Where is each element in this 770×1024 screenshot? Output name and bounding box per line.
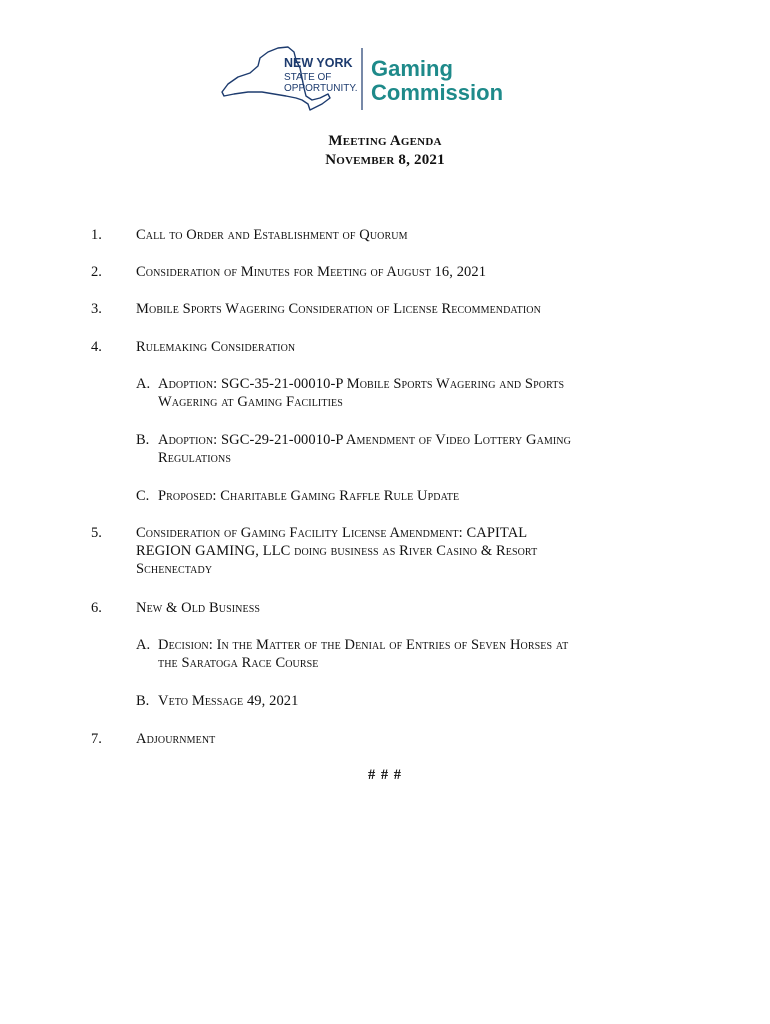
item-6a-letter: A.	[136, 637, 151, 653]
end-mark: # # #	[368, 767, 402, 783]
item-2-number: 2.	[91, 264, 102, 280]
nys-gaming-commission-logo	[218, 44, 518, 114]
item-7-text: Adjournment	[136, 731, 216, 747]
item-4a-letter: A.	[136, 376, 151, 392]
item-6-number: 6.	[91, 600, 102, 616]
item-1-number: 1.	[91, 227, 102, 243]
page-title: Meeting Agenda	[328, 133, 442, 149]
item-4a-line1: Adoption: SGC-35-21-00010-P Mobile Sports Wagering and Sports	[158, 376, 565, 392]
meeting-date: November 8, 2021	[325, 152, 445, 168]
item-4c-line1: Proposed: Charitable Gaming Raffle Rule Update	[158, 488, 460, 504]
item-4b-line2: Regulations	[158, 450, 231, 466]
item-6b-letter: B.	[136, 693, 150, 709]
logo-agency-line1: Gaming	[371, 56, 453, 81]
item-1-text: Call to Order and Establishment of Quorum	[136, 227, 408, 243]
item-6a-line2: the Saratoga Race Course	[158, 655, 319, 671]
item-3-number: 3.	[91, 301, 102, 317]
item-5-number: 5.	[91, 525, 102, 541]
item-6b-line1: Veto Message 49, 2021	[158, 693, 299, 709]
item-6a-line1: Decision: In the Matter of the Denial of Entries of Seven Horses at	[158, 637, 569, 653]
logo-line2: STATE OF	[284, 72, 332, 83]
item-4b-letter: B.	[136, 432, 150, 448]
item-7-number: 7.	[91, 731, 102, 747]
item-4-number: 4.	[91, 339, 102, 355]
logo-line1: NEW YORK	[284, 56, 353, 70]
item-4b-line1: Adoption: SGC-29-21-00010-P Amendment of Video Lottery Gaming	[158, 432, 571, 448]
item-5-line1: Consideration of Gaming Facility License Amendment: CAPITAL	[136, 525, 528, 541]
item-3-text: Mobile Sports Wagering Consideration of License Recommendation	[136, 301, 541, 317]
item-6-text: New & Old Business	[136, 600, 261, 616]
item-4c-letter: C.	[136, 488, 150, 504]
logo-line3: OPPORTUNITY.	[284, 83, 358, 94]
item-5-line2: REGION GAMING, LLC doing business as River Casino & Resort	[136, 543, 538, 559]
logo-agency-line2: Commission	[371, 80, 504, 105]
item-4a-line2: Wagering at Gaming Facilities	[158, 394, 343, 410]
item-4-text: Rulemaking Consideration	[136, 339, 296, 355]
item-5-line3: Schenectady	[136, 561, 213, 577]
item-2-text: Consideration of Minutes for Meeting of August 16, 2021	[136, 264, 487, 280]
